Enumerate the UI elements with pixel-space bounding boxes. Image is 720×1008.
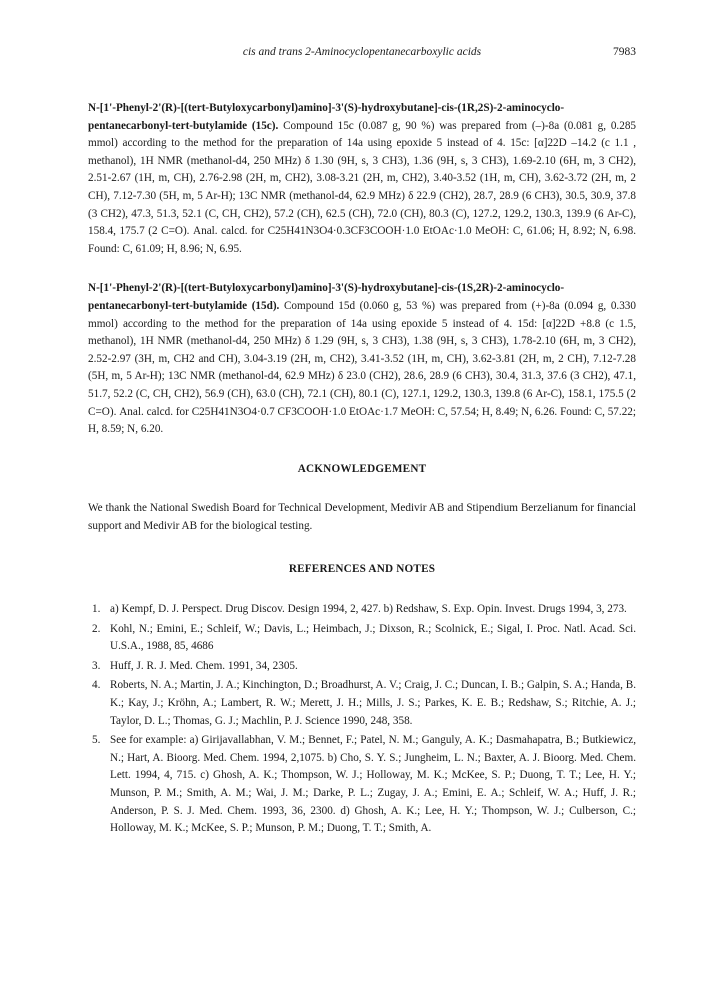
body-text [88, 100, 636, 840]
reference-list [88, 601, 636, 838]
compound-15c-text: Compound 15c (0.087 g, 90 %) was prepared from (–)-8a (0.081 g, 0.285 mmol) according to the method for the preparation of 14a using epoxide 5 instead of 4. 15c: [α]22D –14.2 (c 1.1 , methanol), 1H NMR (methanol-d4, 250 MHz) δ 1.30 (9H, s, 3 CH3), 1.36 (9H, s, 3 CH3), 1.69-2.10 (6H, m, 3 CH2), 2.51-2.67 (1H, m, CH), 2.76-2.98 (2H, m, CH2), 3.08-3.21 (2H, m, CH2), 3.40-3.52 (1H, m, CH), 3.62-3.72 (2H, m, 2 CH), 7.12-7.30 (5H, m, 5 Ar-H); 13C NMR (methanol-d4, 62.9 MHz) δ 22.9 (CH2), 28.7, 28.9 (6 CH3), 30.5, 30.9, 37.8 (3 CH2), 47.3, 51.3, 52.1 (C, CH, CH2), 57.2 (CH), 62.5 (CH), 72.0 (CH), 80.3 (C), 127.2, 129.2, 130.3, 139.9 (6 Ar-C), 158.4, 175.7 (2 C=O). Anal. calcd. for C25H41N3O4·0.3CF3COOH·1.0 EtOAc·1.0 MeOH: C, 61.06; H, 8.92; N, 6.98. Found: C, 61.09; H, 8.96; N, 6.95. [88, 119, 637, 255]
reference-item [88, 621, 636, 656]
reference-number: 3. [92, 659, 101, 672]
reference-text: Roberts, N. A.; Martin, J. A.; Kinchington, D.; Broadhurst, A. V.; Craig, J. C.; Duncan, I. B.; Galpin, S. A.; Handa, B. K.; Kay, J.; Kröhn, A.; Lambert, R. W.; Merett, J. H.; Mills, J. S.; Parkes, K. E. B.; Redshaw, S.; Ritchie, A. J.; Taylor, D. L.; Thomas, G. J.; Machlin, P. J. Science 1990, 248, 358. [110, 679, 636, 727]
reference-number: 4. [92, 679, 101, 692]
reference-number: 2. [92, 622, 101, 635]
reference-number: 5. [92, 734, 101, 747]
reference-number: 1. [92, 603, 101, 616]
reference-text: See for example: a) Girijavallabhan, V. M.; Bennet, F.; Patel, N. M.; Ganguly, A. K.; Dasmahapatra, B.; Butkiewicz, N.; Hart, A. Bioorg. Med. Chem. 1994, 2,1075. b) Cho, S. Y. S.; Jungheim, L. N.; Baxter, A. J. Bioorg. Med. Chem. Lett. 1994, 4, 715. c) Ghosh, A. K.; Thompson, W. J.; Holloway, M. K.; McKee, S. P.; Duong, T. T.; Lee, H. Y.; Munson, P. M.; Smith, A. M.; Wai, J. M.; Darke, P. L.; Zugay, J. A.; Emini, E. A.; Schleif, W. A.; Huff, J. R.; Anderson, P. S. J. Med. Chem. 1993, 36, 2300. d) Ghosh, A. K.; Lee, H. Y.; Thompson, W. J.; Culberson, C.; Holloway, M. K.; McKee, S. P.; Munson, P. M.; Duong, T. T.; Smith, A. [110, 734, 636, 835]
compound-15d-text: Compound 15d (0.060 g, 53 %) was prepared from (+)-8a (0.094 g, 0.330 mmol) according to the method for the preparation of 14a using epoxide 5 instead of 4. 15d: [α]22D +8.8 (c 1.5, methanol), 1H NMR (methanol-d4, 250 MHz) δ 1.29 (9H, s, 3 CH3), 1.38 (9H, s, 3 CH3), 1.78-2.10 (6H, m, 3 CH2), 2.52-2.97 (3H, m, CH2 and CH), 3.04-3.19 (2H, m, CH2), 3.41-3.52 (1H, m, CH), 3.62-3.81 (2H, m, 2 CH), 7.12-7.28 (5H, m, 5 Ar-H); 13C NMR (methanol-d4, 62.9 MHz) δ 23.0 (CH2), 28.6, 28.9 (6 CH3), 30.4, 31.3, 37.6 (3 CH2), 47.1, 51.7, 52.2 (C, CH, CH2), 56.9 (CH), 63.0 (CH), 72.1 (CH), 80.1 (C), 127.1, 129.2, 130.3, 139.8 (6 Ar-C), 158.1, 175.5 (2 C=O). Anal. calcd. for C25H41N3O4·0.7 CF3COOH·1.0 EtOAc·1.7 MeOH: C, 57.54; H, 8.49; N, 6.26. Found: C, 57.22; H, 8.59; N, 6.20. [88, 299, 636, 436]
compound-15c-title: N-[1'-Phenyl-2'(R)-[(tert-Butyloxycarbonyl)amino]-3'(S)-hydroxybutane]-cis-(1R,2S)-2-aminocyclo-pentanecarbonyl-tert-butylamide (15c). [88, 102, 565, 132]
compound-15c-paragraph [88, 100, 636, 258]
compound-15d-title: N-[1'-Phenyl-2'(R)-[(tert-Butyloxycarbonyl)amino]-3'(S)-hydroxybutane]-cis-(1S,2R)-2-aminocyclo-pentanecarbonyl-tert-butylamide (15d). [88, 282, 565, 312]
reference-item [88, 658, 636, 676]
reference-item [88, 732, 636, 838]
references-heading: REFERENCES AND NOTES [288, 563, 436, 576]
reference-text: Huff, J. R. J. Med. Chem. 1991, 34, 2305. [110, 659, 298, 672]
running-title: cis and trans 2-Aminocyclopentanecarboxylic acids [242, 46, 482, 58]
reference-item [88, 677, 636, 730]
compound-15d-paragraph [88, 280, 636, 438]
reference-text: a) Kempf, D. J. Perspect. Drug Discov. Design 1994, 2, 427. b) Redshaw, S. Exp. Opin. Invest. Drugs 1994, 3, 273. [110, 603, 627, 616]
page-number: 7983 [613, 46, 636, 58]
acknowledgement-heading: ACKNOWLEDGEMENT [297, 462, 427, 475]
reference-item [88, 601, 636, 619]
acknowledgement-text: We thank the National Swedish Board for Technical Development, Medivir AB and Stipendium Berzelianum for financial support and Medivir AB for the biological testing. [88, 502, 636, 532]
running-header [88, 46, 636, 64]
reference-text: Kohl, N.; Emini, E.; Schleif, W.; Davis, L.; Heimbach, J.; Dixson, R.; Scolnick, E.; Sigal, I. Proc. Natl. Acad. Sci. U.S.A., 1988, 85, 4686 [110, 622, 636, 653]
